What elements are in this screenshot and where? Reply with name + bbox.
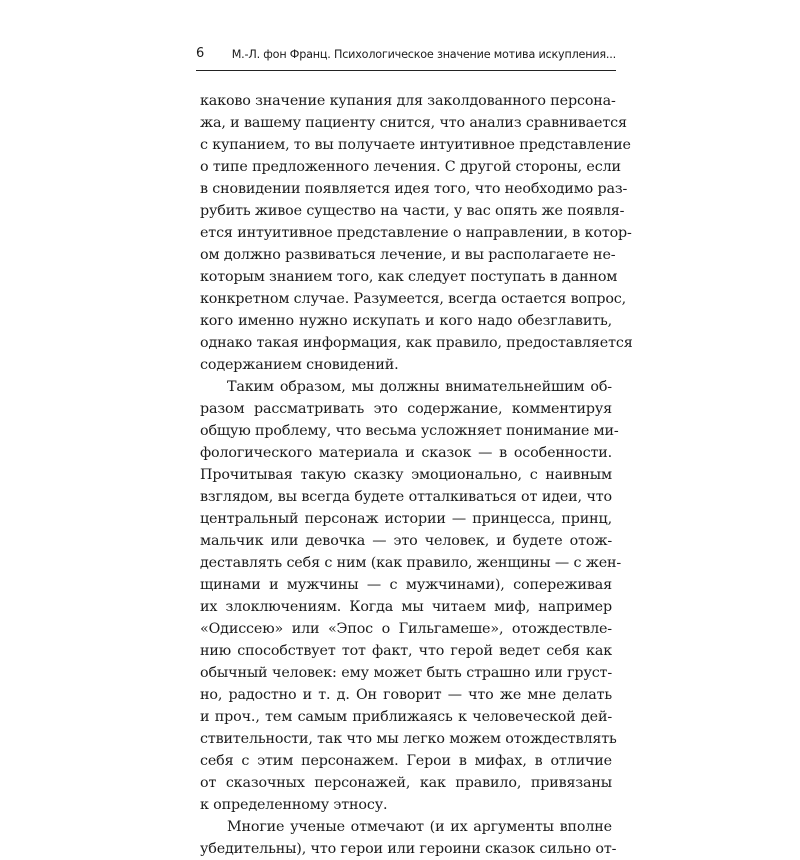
paragraph xyxy=(200,816,617,860)
text-line: и проч., тем самым приближаясь к человеческой дей- xyxy=(200,709,612,725)
text-line: с купанием, то вы получаете интуитивное представление xyxy=(200,137,631,153)
text-line: мальчик или девочка — это человек, и будете отож- xyxy=(200,533,612,549)
text-line: конкретном случае. Разумеется, всегда остается вопрос, xyxy=(200,291,627,307)
text-line: центральный персонаж истории — принцесса, принц, xyxy=(200,511,612,527)
text-line: Таким образом, мы должны внимательнейшим об- xyxy=(227,379,612,395)
text-line: обычный человек: ему может быть страшно или груст- xyxy=(200,665,612,681)
text-line: которым знанием того, как следует поступать в данном xyxy=(200,269,618,285)
text-line: ом должно развиваться лечение, и вы располагаете не- xyxy=(200,247,616,263)
text-line: о типе предложенного лечения. С другой стороны, если xyxy=(200,159,621,175)
text-line: Прочитывая такую сказку эмоционально, с наивным xyxy=(200,467,612,483)
text-line: ется интуитивное представление о направлении, в котор- xyxy=(200,225,632,241)
text-line: в сновидении появляется идея того, что необходимо раз- xyxy=(200,181,628,197)
text-line: от сказочных персонажей, как правило, привязаны xyxy=(200,775,612,791)
text-line: нию способствует тот факт, что герой ведет себя как xyxy=(200,643,612,659)
text-line: их злоключениям. Когда мы читаем миф, например xyxy=(200,599,612,615)
text-line: деставлять себя с ним (как правило, женщины — с жен- xyxy=(200,555,622,571)
text-line: однако такая информация, как правило, предоставляется xyxy=(200,335,633,351)
text-line: убедительны), что герои или героини сказок сильно от- xyxy=(200,841,617,857)
text-line: рубить живое существо на части, у вас опять же появля- xyxy=(200,203,625,219)
text-line: каково значение купания для заколдованного персона- xyxy=(200,93,616,109)
running-header xyxy=(196,44,616,71)
text-line: взглядом, вы всегда будете отталкиваться от идеи, что xyxy=(200,489,612,505)
text-line: общую проблему, что весьма усложняет понимание ми- xyxy=(200,423,619,439)
running-title: М.-Л. фон Франц. Психологическое значение мотива искупления... xyxy=(231,48,616,61)
text-line: щинами и мужчины — с мужчинами), сопереживая xyxy=(200,577,612,593)
text-line: ствительности, так что мы легко можем отождествлять xyxy=(200,731,617,747)
paragraph xyxy=(200,90,633,376)
text-line: «Одиссею» или «Эпос о Гильгамеше», отождествле- xyxy=(200,621,612,637)
page-number: 6 xyxy=(196,46,205,61)
text-line: себя с этим персонажем. Герои в мифах, в отличие xyxy=(200,753,612,769)
text-line: кого именно нужно искупать и кого надо обезглавить, xyxy=(200,313,612,329)
text-line: фологического материала и сказок — в особенности. xyxy=(200,445,612,461)
paragraph xyxy=(200,376,622,816)
text-line: к определенному этносу. xyxy=(200,797,388,813)
text-line: содержанием сновидений. xyxy=(200,357,399,373)
text-line: разом рассматривать это содержание, комментируя xyxy=(200,401,612,417)
text-line: жа, и вашему пациенту снится, что анализ сравнивается xyxy=(200,115,627,131)
body-text xyxy=(200,90,633,860)
text-line: но, радостно и т. д. Он говорит — что же мне делать xyxy=(200,687,612,703)
text-line: Многие ученые отмечают (и их аргументы вполне xyxy=(227,819,612,835)
